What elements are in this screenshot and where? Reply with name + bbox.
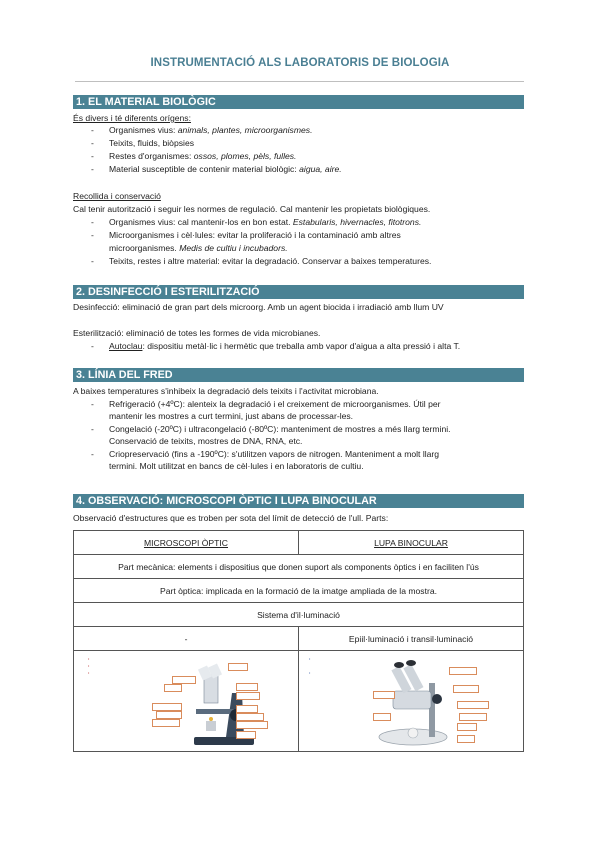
cold-chain-intro: A baixes temperatures s'inhibeix la degradació dels teixits i l'activitat microbiana. — [73, 386, 379, 396]
section-heading-2: 2. DESINFECCIÓ I ESTERILITZACIÓ — [73, 285, 524, 299]
list-item: Autoclau: dispositiu metàl·lic i hermètic que treballa amb vapor d'aigua a alta pressió i alta T. — [109, 341, 461, 351]
label-marker — [152, 719, 180, 727]
label-marker — [459, 713, 487, 721]
label-marker — [236, 713, 264, 721]
list-item: Teixits, fluids, biòpsies — [109, 138, 195, 148]
label-marker — [449, 667, 477, 675]
label-marker — [453, 685, 479, 693]
microscope-figure — [76, 653, 296, 749]
legend-mark: • — [88, 657, 90, 661]
legend-mark: • — [88, 664, 90, 668]
label-marker — [236, 683, 258, 691]
row-mechanical: Part mecànica: elements i dispositius que donen suport als components òptics i en faciliten l'ús — [74, 555, 524, 579]
illumination-microscope: - — [74, 627, 299, 651]
legend-mark: • — [88, 671, 90, 675]
list-item-continued: mantenir les mostres a curt termini, just abans de processar-les. — [109, 411, 354, 421]
row-optical: Part òptica: implicada en la formació de la imatge ampliada de la mostra. — [74, 579, 524, 603]
collect-title: Recollida i conservació — [73, 191, 161, 201]
section-heading-3: 3. LÍNIA DEL FRED — [73, 368, 524, 382]
binocular-figure — [301, 653, 521, 749]
table-header-binocular: LUPA BINOCULAR — [299, 531, 524, 555]
label-marker — [236, 705, 258, 713]
label-marker — [373, 691, 395, 699]
list-item-continued: microorganismes. Medis de cultiu i incubadors. — [109, 243, 288, 253]
label-marker — [457, 701, 489, 709]
bullet-dash: - — [91, 138, 94, 148]
bullet-dash: - — [91, 256, 94, 266]
observation-table — [73, 530, 524, 752]
origins-title: És divers i té diferents orígens: — [73, 113, 191, 123]
bullet-dash: - — [91, 125, 94, 135]
section-heading-4: 4. OBSERVACIÓ: MICROSCOPI ÒPTIC I LUPA BINOCULAR — [73, 494, 524, 508]
binocular-figure-cell — [299, 651, 524, 752]
label-marker — [172, 676, 196, 684]
label-marker — [373, 713, 391, 721]
list-item: Teixits, restes i altre material: evitar la degradació. Conservar a baixes temperatures. — [109, 256, 432, 266]
list-item: Material susceptible de contenir material biològic: aigua, aire. — [109, 164, 342, 174]
microscope-figure-cell — [74, 651, 299, 752]
list-item-continued: termini. Molt utilitzat en bancs de cèl·lules i en laboratoris de cultiu. — [109, 461, 364, 471]
label-marker — [457, 735, 475, 743]
list-item: Organismes vius: animals, plantes, microorganismes. — [109, 125, 313, 135]
list-item: Congelació (-20ºC) i ultracongelació (-80ºC): manteniment de mostres a més llarg termini. — [109, 424, 451, 434]
bullet-dash: - — [91, 230, 94, 240]
title-divider — [75, 81, 524, 82]
collect-intro: Cal tenir autorització i seguir les normes de regulació. Cal mantenir les propietats biològiques. — [73, 204, 431, 214]
list-item-continued: Conservació de teixits, mostres de DNA, RNA, etc. — [109, 436, 303, 446]
bullet-dash: - — [91, 164, 94, 174]
illumination-binocular: Epiil·luminació i transil·luminació — [299, 627, 524, 651]
label-marker — [228, 663, 248, 671]
label-marker — [457, 723, 477, 731]
row-illumination: Sistema d'il·luminació — [74, 603, 524, 627]
bullet-dash: - — [91, 449, 94, 459]
list-item: Restes d'organismes: ossos, plomes, pèls, fulles. — [109, 151, 297, 161]
bullet-dash: - — [91, 341, 94, 351]
table-header-microscope: MICROSCOPI ÒPTIC — [74, 531, 299, 555]
label-marker — [164, 684, 182, 692]
microscope-illustration — [76, 653, 297, 749]
label-marker — [236, 721, 268, 729]
legend-mark: • — [309, 657, 311, 661]
bullet-dash: - — [91, 151, 94, 161]
list-item: Refrigeració (+4ºC): alenteix la degradació i el creixement de microorganismes. Útil per — [109, 399, 441, 409]
section-heading-1: 1. EL MATERIAL BIOLÒGIC — [73, 95, 524, 109]
list-item: Criopreservació (fins a -190ºC): s'utilitzen vapors de nitrogen. Manteniment a molt llarg — [109, 449, 440, 459]
desinfection-text: Desinfecció: eliminació de gran part dels microorg. Amb un agent biocida i irradiació amb llum UV — [73, 302, 444, 312]
label-marker — [152, 703, 182, 711]
list-item: Organismes vius: cal mantenir-los en bon estat. Estabularis, hivernacles, fitotrons. — [109, 217, 422, 227]
bullet-dash: - — [91, 424, 94, 434]
observation-intro: Observació d'estructures que es troben per sota del límit de detecció de l'ull. Parts: — [73, 513, 389, 523]
label-marker — [156, 711, 182, 719]
label-marker — [236, 692, 260, 700]
bullet-dash: - — [91, 399, 94, 409]
legend-mark: • — [309, 671, 311, 675]
bullet-dash: - — [91, 217, 94, 227]
sterilization-text: Esterilització: eliminació de totes les formes de vida microbianes. — [73, 328, 321, 338]
page-title: INSTRUMENTACIÓ ALS LABORATORIS DE BIOLOGIA — [150, 57, 450, 69]
label-marker — [236, 731, 256, 739]
list-item: Microorganismes i cèl·lules: evitar la proliferació i la contaminació amb altres — [109, 230, 401, 240]
